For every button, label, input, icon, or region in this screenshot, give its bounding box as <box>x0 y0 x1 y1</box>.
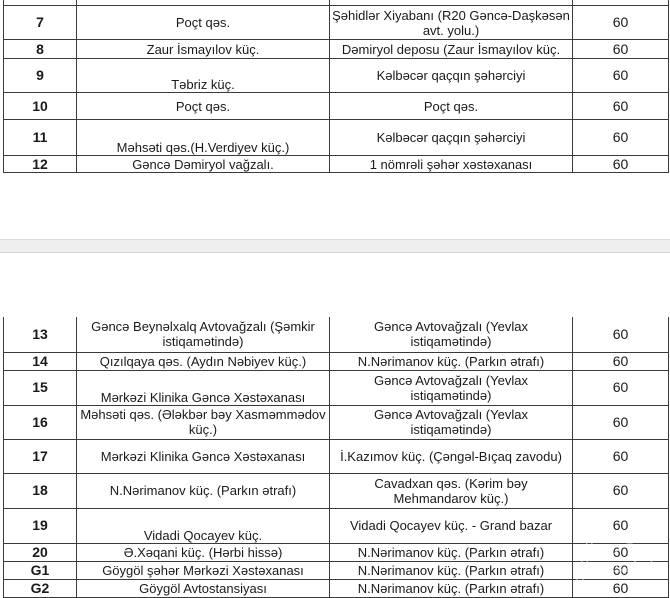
cell-from: Vidadi Qocayev küç. <box>77 508 330 543</box>
cell-number: 19 <box>4 508 77 543</box>
table-row <box>4 120 669 156</box>
table-row <box>4 93 669 120</box>
cell-from: Gəncə Beynəlxalq Avtovağzalı (Şəmkir istiqamətində) <box>77 317 330 352</box>
cell-number: G2 <box>4 579 77 597</box>
cell-number: 16 <box>4 405 77 439</box>
document-page-1 <box>0 0 670 239</box>
route-table-bottom <box>3 317 669 598</box>
cell-interval: 60 <box>573 93 669 120</box>
cell-from: Məhsəti qəs.(H.Verdiyev küç.) <box>77 120 330 156</box>
page-separator <box>0 239 670 253</box>
table-row <box>4 543 669 561</box>
cell-interval: 60 <box>573 405 669 439</box>
cell-from: Poçt qəs. <box>77 93 330 120</box>
cell-to: N.Nərimanov küç. (Parkın ətrafı) <box>330 352 573 370</box>
cell-from: Zaur İsmayılov küç. <box>77 40 330 59</box>
cell-from: Poçt qəs. <box>77 6 330 40</box>
cell-interval: 60 <box>573 59 669 93</box>
table-row <box>4 317 669 352</box>
table-row <box>4 561 669 579</box>
cell-to: Kəlbəcər qaçqın şəhərciyi <box>330 120 573 156</box>
cell-interval: 60 <box>573 352 669 370</box>
cell-to: N.Nərimanov küç. (Parkın ətrafı) <box>330 561 573 579</box>
cell-number: 11 <box>4 120 77 156</box>
cell-from: Məhsəti qəs. (Ələkbər bəy Xasməmmədov küç.) <box>77 405 330 439</box>
cell-number: 13 <box>4 317 77 352</box>
cell-from: Mərkəzi Klinika Gəncə Xəstəxanası <box>77 370 330 405</box>
document-page-2 <box>0 253 670 598</box>
cell-to: Cavadxan qəs. (Kərim bəy Mehmandarov küç.) <box>330 473 573 508</box>
cell-from: Qızılqaya qəs. (Aydın Nəbiyev küç.) <box>77 352 330 370</box>
cell-interval: 60 <box>573 120 669 156</box>
cell-interval: 60 <box>573 317 669 352</box>
table-row <box>4 405 669 439</box>
cell-interval: 60 <box>573 156 669 173</box>
cell-interval: 60 <box>573 579 669 597</box>
table-row <box>4 40 669 59</box>
cell-to: Şəhidlər Xiyabanı (R20 Gəncə-Daşkəsən avt. yolu.) <box>330 6 573 40</box>
cell-from: Ə.Xəqani küç. (Hərbi hissə) <box>77 543 330 561</box>
cell-to: Gəncə Avtovağzalı (Yevlax istiqamətində) <box>330 370 573 405</box>
cell-interval: 60 <box>573 508 669 543</box>
table-row <box>4 6 669 40</box>
cell-to: Poçt qəs. <box>330 93 573 120</box>
cell-to: Kəlbəcər qaçqın şəhərciyi <box>330 59 573 93</box>
cell-interval: 60 <box>573 561 669 579</box>
cell-from: Göygöl Avtostansiyası <box>77 579 330 597</box>
table-row <box>4 579 669 597</box>
cell-from: Göygöl şəhər Mərkəzi Xəstəxanası <box>77 561 330 579</box>
table-row <box>4 370 669 405</box>
cell-number: 12 <box>4 156 77 173</box>
cell-to: N.Nərimanov küç. (Parkın ətrafı) <box>330 543 573 561</box>
cell-to: Vidadi Qocayev küç. - Grand bazar <box>330 508 573 543</box>
table-row <box>4 439 669 473</box>
cell-number: 15 <box>4 370 77 405</box>
cell-interval: 60 <box>573 6 669 40</box>
cell-from: Təbriz küç. <box>77 59 330 93</box>
cell-interval: 60 <box>573 370 669 405</box>
cell-to: Dəmiryol deposu (Zaur İsmayılov küç. <box>330 40 573 59</box>
cell-number: G1 <box>4 561 77 579</box>
cell-interval: 60 <box>573 40 669 59</box>
cell-interval: 60 <box>573 439 669 473</box>
table-row <box>4 156 669 173</box>
cell-number: 9 <box>4 59 77 93</box>
cell-interval: 60 <box>573 543 669 561</box>
route-table-top <box>3 0 669 173</box>
cell-from: Mərkəzi Klinika Gəncə Xəstəxanası <box>77 439 330 473</box>
cell-number: 14 <box>4 352 77 370</box>
cell-number: 20 <box>4 543 77 561</box>
cell-to: 1 nömrəli şəhər xəstəxanası <box>330 156 573 173</box>
cell-to: Gəncə Avtovağzalı (Yevlax istiqamətində) <box>330 317 573 352</box>
table-row <box>4 59 669 93</box>
cell-to: N.Nərimanov küç. (Parkın ətrafı) <box>330 579 573 597</box>
cell-number: 8 <box>4 40 77 59</box>
table-row <box>4 473 669 508</box>
cell-number: 10 <box>4 93 77 120</box>
table-row <box>4 508 669 543</box>
cell-from: N.Nərimanov küç. (Parkın ətrafı) <box>77 473 330 508</box>
cell-number: 7 <box>4 6 77 40</box>
cell-from: Gəncə Dəmiryol vağzalı. <box>77 156 330 173</box>
cell-to: Gəncə Avtovağzalı (Yevlax istiqamətində) <box>330 405 573 439</box>
cell-number: 17 <box>4 439 77 473</box>
cell-number: 18 <box>4 473 77 508</box>
cell-to: İ.Kazımov küç. (Çəngəl-Bıçaq zavodu) <box>330 439 573 473</box>
table-row <box>4 352 669 370</box>
cell-interval: 60 <box>573 473 669 508</box>
